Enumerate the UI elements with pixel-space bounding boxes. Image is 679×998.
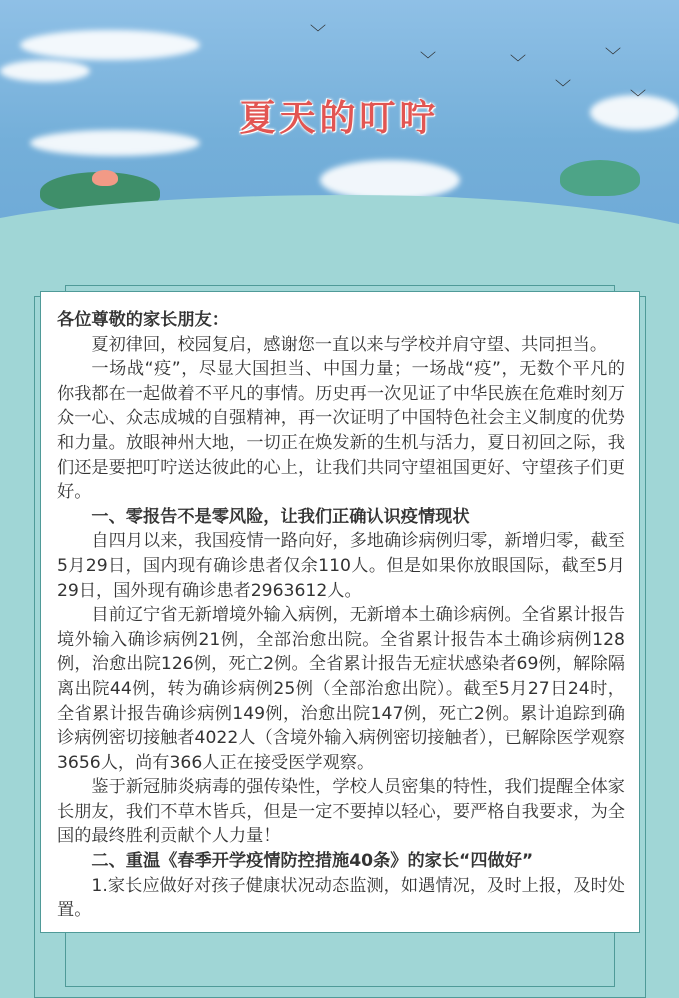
page-title: 夏天的叮咛 bbox=[239, 98, 440, 139]
section-heading: 一、零报告不是零风险，让我们正确认识疫情现状 bbox=[91, 506, 470, 527]
cloud bbox=[20, 30, 200, 60]
bird-icon: ﹀ bbox=[310, 23, 327, 42]
letter-content bbox=[57, 308, 625, 923]
bird-icon: ﹀ bbox=[630, 88, 647, 107]
bird-icon: ﹀ bbox=[555, 78, 572, 97]
greeting: 各位尊敬的家长朋友： bbox=[57, 310, 229, 330]
paragraph: 目前辽宁省无新增境外输入病例，无新增本土确诊病例。全省累计报告境外输入确诊病例21例，全部治愈出院。全省累计报告本土确诊病例128例，治愈出院126例，死亡2例。全省累计报告无症状感染者69例，解除隔离出院44例，转为确诊病例25例（全部治愈出院）。截至5月27日24时，全省累计报告确诊病例149例，治愈出院147例，死亡2例。累计追踪到确诊病例密切接触者4022人（含境外输入病例密切接触者），已解除医学观察3656人，尚有366人正在接受医学观察。 bbox=[57, 605, 625, 773]
bird-icon: ﹀ bbox=[510, 53, 527, 72]
paragraph: 1.家长应做好对孩子健康状况动态监测，如遇情况，及时上报，及时处置。 bbox=[57, 875, 625, 921]
paragraph: 一场战“疫”，尽显大国担当、中国力量；一场战“疫”，无数个平凡的你我都在一起做着不平凡的事情。历史再一次见证了中华民族在危难时刻万众一心、众志成城的自强精神，再一次证明了中国特色社会主义制度的优势和力量。放眼神州大地，一切正在焕发新的生机与活力，夏日初回之际，我们还是要把叮咛送达彼此的心上，让我们共同守望祖国更好、守望孩子们更好。 bbox=[57, 359, 625, 503]
flower-decoration bbox=[92, 170, 118, 186]
bird-icon: ﹀ bbox=[420, 50, 437, 69]
paragraph: 鉴于新冠肺炎病毒的强传染性，学校人员密集的特性，我们提醒全体家长朋友，我们不草木皆兵，但是一定不要掉以轻心，要严格自我要求，为全国的最终胜利贡献个人力量！ bbox=[57, 777, 625, 847]
paragraph: 夏初律回，校园复启，感谢您一直以来与学校并肩守望、共同担当。 bbox=[91, 334, 608, 355]
cloud bbox=[0, 60, 90, 82]
header-banner bbox=[0, 0, 679, 235]
paragraph: 自四月以来，我国疫情一路向好，多地确诊病例归零，新增归零，截至5月29日，国内现有确诊患者仅余110人。但是如果你放眼国际，截至5月29日，国外现有确诊患者2963612人。 bbox=[57, 531, 625, 601]
cloud bbox=[320, 160, 460, 200]
bird-icon: ﹀ bbox=[605, 46, 622, 65]
plant-decoration bbox=[560, 160, 640, 196]
section-heading: 二、重温《春季开学疫情防控措施40条》的家长“四做好” bbox=[91, 851, 534, 872]
